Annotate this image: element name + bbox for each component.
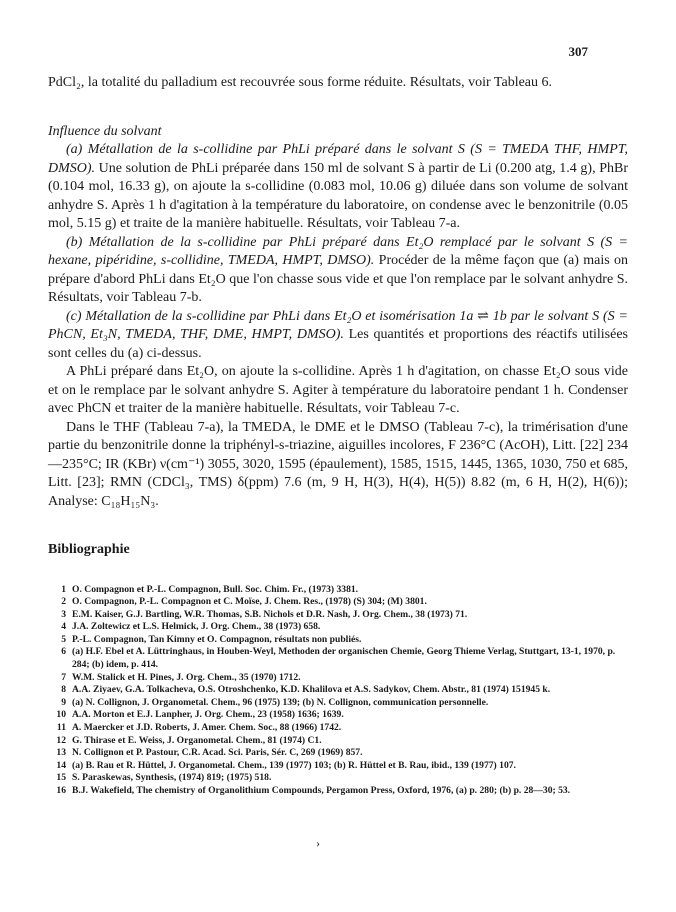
paragraph-triazine: Dans le THF (Tableau 7-a), la TMEDA, le DME et le DMSO (Tableau 7-c), la trimérisation d'une partie du benzonitrile donne la triphényl-s-triazine, aiguilles incolores, F 236°C (AcOH), Litt. [22] 234—235°C; IR (KBr) ν(cm⁻¹) 3055, 3020, 1595 (épaulement), 1585, 1515, 1445, 1365, 1030, 750 et 685, Litt. [23]; RMN (CDCl₃, TMS) δ(ppm) 7.6 (m, 9 H, H(3), H(4), H(5)) 8.82 (m, 6 H, H(2), H(6)); Analyse: C₁₈H₁₅N₃. [48,419,628,509]
reference-list [48,584,628,798]
reference-number: 16 [56,785,66,796]
paragraph-b-title: (b) Métallation de la s-collidine par PhLi préparé dans Et₂O remplacé par le solvant S (S = hexane, pipéridine, s-collidine, TMEDA, HMPT, DMSO). [48,234,628,268]
reference-number: 4 [61,621,66,633]
reference-item [48,584,628,597]
page-content [48,74,628,798]
reference-text: O. Compagnon, P.-L. Compagnon et C. Moïse, J. Chem. Res., (1978) (S) 304; (M) 3801. [72,596,427,608]
reference-text: N. Collignon et P. Pastour, C.R. Acad. Sci. Paris, Sér. C, 269 (1969) 857. [72,747,363,759]
reference-number: 15 [56,772,66,784]
reference-number: 1 [61,583,66,595]
reference-number: 12 [56,734,66,746]
bibliography-title: Bibliographie [48,542,130,557]
reference-text: O. Compagnon et P.-L. Compagnon, Bull. Soc. Chim. Fr., (1973) 3381. [72,583,359,595]
reference-number: 10 [56,709,66,721]
paragraph-b-text: Procéder de la même façon que (a) mais on prépare d'abord PhLi dans Et₂O que l'on chasse sous vide et que l'on remplace par le solvant anhydre S. Résultats, voir Tableau 7-b. [48,253,629,305]
reference-text: P.-L. Compagnon, Tan Kimny et O. Compagnon, résultats non publiés. [72,633,362,645]
reference-item [48,760,628,773]
reference-number: 11 [56,722,66,734]
reference-item [48,709,628,722]
reference-number: 5 [61,633,66,645]
reference-item [48,646,628,671]
reference-item [48,621,628,634]
reference-text: (a) B. Rau et R. Hüttel, J. Organometal. Chem., 139 (1977) 103; (b) R. Hüttel et B. Rau, ibid., 139 (1977) 107. [72,759,516,771]
reference-number: 13 [56,747,66,759]
paragraph-c-text: Les quantités et proportions des réactifs utilisées sont celles du (a) ci-dessus. [48,327,628,361]
reference-number: 14 [56,759,66,771]
reference-item [48,596,628,609]
reference-text: G. Thirase et E. Weiss, J. Organometal. Chem., 81 (1974) C1. [72,734,322,746]
reference-item [48,697,628,710]
reference-item [48,684,628,697]
paragraph-c [48,308,628,364]
paragraph-c-procedure: A PhLi préparé dans Et₂O, on ajoute la s-collidine. Après 1 h d'agitation, on chasse Et₂O sous vide et on le remplace par le solvant anhydre S. Agiter à température du laboratoire pendant 1 h. Condenser avec PhCN et traiter de la manière habituelle. Résultats, voir Tableau 7-c. [48,364,628,416]
reference-text: B.J. Wakefield, The chemistry of Organolithium Compounds, Pergamon Press, Oxford, 1976, (a) p. 280; (b) p. 28—30; 53. [72,785,571,796]
reference-text: (a) H.F. Ebel et A. Lüttringhaus, in Houben-Weyl, Methoden der organischen Chemie, Georg Thieme Verlag, Stuttgart, 13-1, 1970, p. 284; (b) idem, p. 414. [72,646,616,671]
reference-text: (a) N. Collignon, J. Organometal. Chem., 96 (1975) 139; (b) N. Collignon, communication personnelle. [72,696,489,708]
paragraph-c-title: (c) Métallation de la s-collidine par PhLi dans Et₂O et isomérisation 1a ⇌ 1b par le solvant S (S = PhCN, Et₃N, TMEDA, THF, DME, HMPT, DMSO). [48,308,628,342]
reference-item [48,735,628,748]
reference-item [48,772,628,785]
reference-item [48,609,628,622]
stray-mark: › [316,836,320,850]
page-number: 307 [568,44,588,59]
paragraph-a-text: Une solution de PhLi préparée dans 150 ml de solvant S à partir de Li (0.200 atg, 1.4 g), PhBr (0.104 mol, 16.33 g), on ajoute la s-collidine (0.083 mol, 10.06 g) diluée dans son volume de solvant anhydre S. Après 1 h d'agitation à la température du laboratoire, on condense avec le benzonitrile (0.05 mol, 5.15 g) et traite de la manière habituelle. Résultats, voir Tableau 7-a. [48,160,628,231]
paragraph-a-title: (a) Métallation de la s-collidine par PhLi préparé dans le solvant S (S = TMEDA THF, HMPT, DMSO). [48,142,628,176]
intro-paragraph: PdCl₂, la totalité du palladium est recouvrée sous forme réduite. Résultats, voir Tableau 6. [48,75,553,90]
reference-text: W.M. Stalick et H. Pines, J. Org. Chem., 35 (1970) 1712. [72,671,301,683]
reference-text: J.A. Zoltewicz et L.S. Helmick, J. Org. Chem., 38 (1973) 658. [72,621,321,633]
reference-text: S. Paraskewas, Synthesis, (1974) 819; (1975) 518. [72,772,272,784]
reference-text: A. Maercker et J.D. Roberts, J. Amer. Chem. Soc., 88 (1966) 1742. [72,722,342,734]
reference-item [48,785,628,798]
reference-item [48,672,628,685]
reference-number: 3 [61,608,66,620]
reference-number: 9 [61,696,66,708]
reference-number: 8 [61,684,66,696]
paragraph-a [48,141,628,234]
reference-text: A.A. Morton et E.J. Lanpher, J. Org. Chem., 23 (1958) 1636; 1639. [72,709,344,721]
reference-text: A.A. Ziyaev, G.A. Tolkacheva, O.S. Otroshchenko, K.D. Khalilova et A.S. Sadykov, Chem. Abstr., 81 (1974) 151945 k. [72,684,551,696]
section-title: Influence du solvant [48,123,162,139]
spacer [48,93,628,123]
paragraph-b [48,234,628,308]
reference-item [48,722,628,735]
reference-number: 7 [61,671,66,683]
reference-number: 2 [61,596,66,608]
reference-item [48,747,628,760]
reference-item [48,634,628,647]
reference-number: 6 [61,646,66,658]
reference-text: E.M. Kaiser, G.J. Bartling, W.R. Thomas, S.B. Nichols et D.R. Nash, J. Org. Chem., 38 (1973) 71. [72,608,468,620]
